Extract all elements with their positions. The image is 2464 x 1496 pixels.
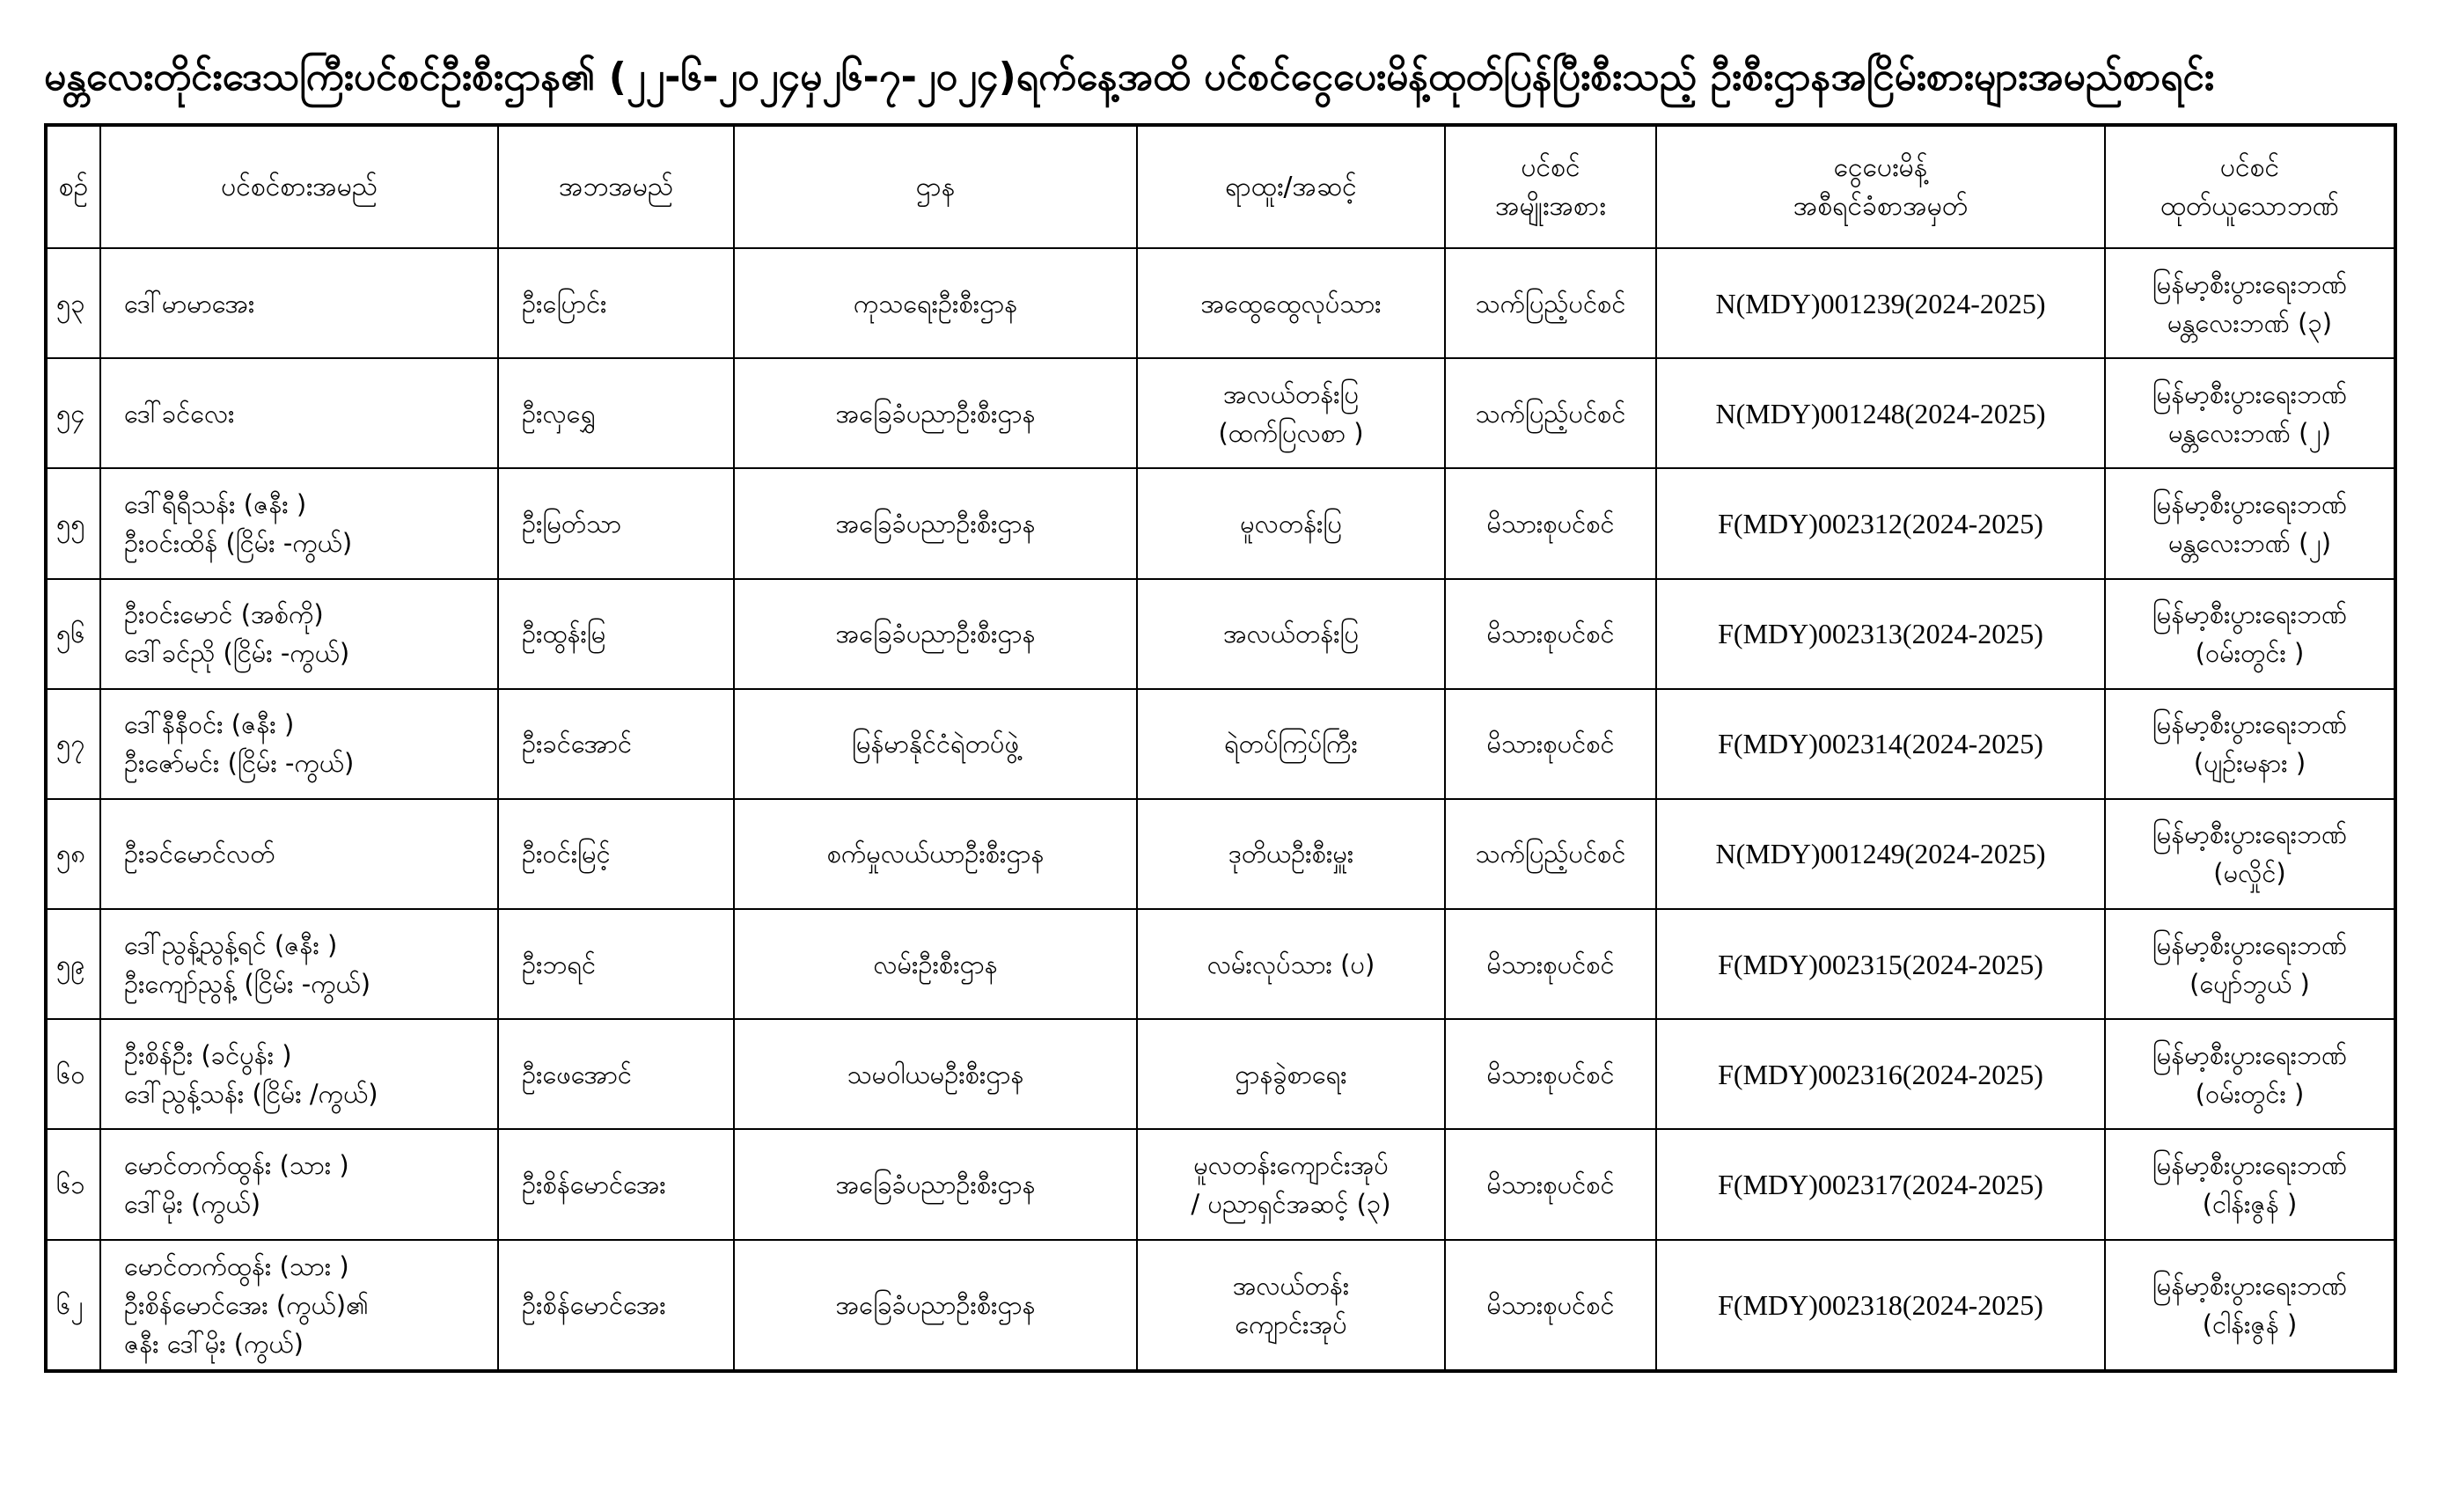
cell-name bbox=[100, 1129, 498, 1239]
cell-license-no: F(MDY)002316(2024-2025) bbox=[1656, 1019, 2105, 1129]
table-row bbox=[46, 1019, 2395, 1129]
cell-bank-line: (ပျော်ဘွယ် ) bbox=[2189, 968, 2310, 999]
table-row bbox=[46, 1129, 2395, 1239]
cell-bank bbox=[2105, 468, 2395, 578]
cell-bank-line: မြန်မာ့စီးပွားရေးဘဏ် bbox=[2152, 488, 2348, 519]
cell-father: ဦးစိန်မောင်အေး bbox=[498, 1129, 734, 1239]
cell-father: ဦးထွန်းမြ bbox=[498, 579, 734, 689]
cell-name-line: ဦးဝင်းထိန် (ငြိမ်း -ကွယ်) bbox=[124, 527, 353, 558]
cell-father: ဦးစိန်မောင်အေး bbox=[498, 1240, 734, 1371]
cell-bank-line: မြန်မာ့စီးပွားရေးဘဏ် bbox=[2152, 819, 2348, 850]
cell-bank-line: (မလှိုင်) bbox=[2213, 858, 2286, 889]
page-title: မန္တလေးတိုင်းဒေသကြီးပင်စင်ဦးစီးဌာန၏ (၂၂-၆-၂၀၂၄မှ၂၆-၇-၂၀၂၄)ရက်နေ့အထိ ပင်စင်ငွေပေးမိန့်ထုတ်ပြန်ပြီးစီးသည့် ဦးစီးဌာနအငြိမ်းစားများအမည်စာရင်း bbox=[44, 55, 2214, 99]
cell-rank bbox=[1137, 1129, 1445, 1239]
cell-bank-line: မြန်မာ့စီးပွားရေးဘဏ် bbox=[2152, 1149, 2348, 1180]
table-row bbox=[46, 468, 2395, 578]
table-row bbox=[46, 689, 2395, 799]
cell-bank bbox=[2105, 1240, 2395, 1371]
cell-department: ကုသရေးဦးစီးဌာန bbox=[734, 248, 1137, 358]
cell-pension-type: မိသားစုပင်စင် bbox=[1445, 1240, 1656, 1371]
cell-rank bbox=[1137, 799, 1445, 909]
cell-bank bbox=[2105, 799, 2395, 909]
cell-father: ဦးဝင်းမြင့် bbox=[498, 799, 734, 909]
cell-no: ၅၃ bbox=[46, 248, 100, 358]
cell-bank-line: (ငါန်းဇွန် ) bbox=[2202, 1309, 2298, 1339]
cell-department: မြန်မာနိုင်ငံရဲတပ်ဖွဲ့ bbox=[734, 689, 1137, 799]
cell-rank bbox=[1137, 579, 1445, 689]
cell-bank-line: မြန်မာ့စီးပွားရေးဘဏ် bbox=[2152, 709, 2348, 740]
cell-rank-line: (ထက်ပြလစာ ) bbox=[1218, 417, 1364, 448]
cell-bank-line: မြန်မာ့စီးပွားရေးဘဏ် bbox=[2152, 268, 2348, 299]
cell-name-line: မောင်တက်ထွန်း (သား ) bbox=[124, 1250, 349, 1281]
header-office: ပင်စင် ထုတ်ယူသောဘဏ် bbox=[2105, 125, 2395, 248]
cell-rank bbox=[1137, 1019, 1445, 1129]
cell-name-line: ဒေါ်ရီရီသန်း (ဇနီး ) bbox=[124, 488, 307, 519]
cell-no: ၆၁ bbox=[46, 1129, 100, 1239]
cell-name-line: ဦးခင်မောင်လတ် bbox=[124, 839, 275, 869]
cell-rank bbox=[1137, 248, 1445, 358]
cell-bank bbox=[2105, 1129, 2395, 1239]
cell-name-line: ဒေါ်ညွန့်ညွန့်ရင် (ဇနီး ) bbox=[124, 929, 338, 960]
cell-name bbox=[100, 1240, 498, 1371]
cell-department: သမဝါယမဦးစီးဌာန bbox=[734, 1019, 1137, 1129]
cell-rank-line: ကျောင်းအုပ် bbox=[1235, 1309, 1347, 1339]
table-body bbox=[46, 248, 2395, 1371]
cell-pension-type: မိသားစုပင်စင် bbox=[1445, 1019, 1656, 1129]
cell-license-no: F(MDY)002318(2024-2025) bbox=[1656, 1240, 2105, 1371]
cell-bank-line: (ဝမ်းတွင်း ) bbox=[2195, 1078, 2305, 1109]
cell-rank-line: မူလတန်းကျောင်းအုပ် bbox=[1193, 1149, 1389, 1180]
cell-no: ၅၄ bbox=[46, 358, 100, 468]
cell-father: ဦးမြတ်သာ bbox=[498, 468, 734, 578]
cell-rank-line: ဌာနခွဲစာရေး bbox=[1235, 1059, 1347, 1089]
table-row bbox=[46, 579, 2395, 689]
cell-no: ၅၉ bbox=[46, 909, 100, 1019]
cell-no: ၅၈ bbox=[46, 799, 100, 909]
cell-name bbox=[100, 358, 498, 468]
cell-name-line: ဒေါ်မိုး (ကွယ်) bbox=[124, 1188, 261, 1219]
cell-rank-line: ရဲတပ်ကြပ်ကြီး bbox=[1224, 729, 1358, 759]
cell-license-no: F(MDY)002312(2024-2025) bbox=[1656, 468, 2105, 578]
cell-pension-type: မိသားစုပင်စင် bbox=[1445, 579, 1656, 689]
cell-name-line: ဦးစိန်ဦး (ခင်ပွန်း ) bbox=[124, 1039, 292, 1070]
table-row bbox=[46, 248, 2395, 358]
cell-name-line: ဦးဇော်မင်း (ငြိမ်း -ကွယ်) bbox=[124, 748, 355, 779]
pension-table bbox=[44, 123, 2397, 1373]
cell-bank-line: မြန်မာ့စီးပွားရေးဘဏ် bbox=[2152, 599, 2348, 630]
cell-name bbox=[100, 579, 498, 689]
cell-pension-type: မိသားစုပင်စင် bbox=[1445, 468, 1656, 578]
cell-no: ၆၀ bbox=[46, 1019, 100, 1129]
cell-no: ၆၂ bbox=[46, 1240, 100, 1371]
cell-bank-line: မန္တလေးဘဏ် (၂) bbox=[2167, 527, 2332, 558]
cell-rank-line: အလယ်တန်းပြ bbox=[1223, 378, 1359, 409]
cell-name-line: ဒေါ်ခင်ညို (ငြိမ်း -ကွယ်) bbox=[124, 638, 350, 669]
cell-bank-line: မြန်မာ့စီးပွားရေးဘဏ် bbox=[2152, 378, 2348, 409]
cell-bank-line: (ပျဉ်းမနား ) bbox=[2193, 748, 2306, 779]
cell-no: ၅၅ bbox=[46, 468, 100, 578]
cell-name-line: ဦးဝင်းမောင် (အစ်ကို) bbox=[124, 599, 324, 630]
cell-bank bbox=[2105, 689, 2395, 799]
cell-pension-type: သက်ပြည့်ပင်စင် bbox=[1445, 248, 1656, 358]
cell-name bbox=[100, 248, 498, 358]
cell-bank bbox=[2105, 579, 2395, 689]
cell-department: စက်မှုလယ်ယာဦးစီးဌာန bbox=[734, 799, 1137, 909]
cell-bank-line: မြန်မာ့စီးပွားရေးဘဏ် bbox=[2152, 1039, 2348, 1070]
cell-rank-line: အလယ်တန်းပြ bbox=[1223, 619, 1359, 649]
cell-license-no: F(MDY)002317(2024-2025) bbox=[1656, 1129, 2105, 1239]
cell-name-line: ဒေါ်မာမာအေး bbox=[124, 288, 255, 319]
cell-pension-type: သက်ပြည့်ပင်စင် bbox=[1445, 799, 1656, 909]
cell-name bbox=[100, 909, 498, 1019]
cell-rank bbox=[1137, 1240, 1445, 1371]
cell-department: အခြေခံပညာဦးစီးဌာန bbox=[734, 1240, 1137, 1371]
cell-name-line: ဒေါ်ခင်လေး bbox=[124, 398, 235, 429]
cell-bank bbox=[2105, 1019, 2395, 1129]
cell-rank-line: အထွေထွေလုပ်သား bbox=[1200, 288, 1382, 319]
cell-rank-line: အလယ်တန်း bbox=[1232, 1270, 1350, 1301]
pension-table-container bbox=[44, 123, 2394, 1373]
header-pension-type: ပင်စင် အမျိုးအစား bbox=[1445, 125, 1656, 248]
cell-bank-line: မြန်မာ့စီးပွားရေးဘဏ် bbox=[2152, 1270, 2348, 1301]
cell-name bbox=[100, 689, 498, 799]
cell-name bbox=[100, 1019, 498, 1129]
cell-department: အခြေခံပညာဦးစီးဌာန bbox=[734, 1129, 1137, 1239]
cell-department: အခြေခံပညာဦးစီးဌာန bbox=[734, 358, 1137, 468]
table-header-row bbox=[46, 125, 2395, 248]
cell-name-line: ဇနီး ဒေါ်မိုး (ကွယ်) bbox=[124, 1328, 304, 1359]
cell-name-line: မောင်တက်ထွန်း (သား ) bbox=[124, 1149, 349, 1180]
cell-no: ၅၆ bbox=[46, 579, 100, 689]
table-row bbox=[46, 1240, 2395, 1371]
cell-bank-line: မြန်မာ့စီးပွားရေးဘဏ် bbox=[2152, 929, 2348, 960]
cell-license-no: N(MDY)001239(2024-2025) bbox=[1656, 248, 2105, 358]
header-no: စဉ် bbox=[46, 125, 100, 248]
table-row bbox=[46, 799, 2395, 909]
cell-rank bbox=[1137, 358, 1445, 468]
cell-name-line: ဦးစိန်မောင်အေး (ကွယ်)၏ bbox=[124, 1289, 369, 1320]
header-rank: ရာထူး/အဆင့် bbox=[1137, 125, 1445, 248]
cell-name-line: ဒေါ်ညွန့်သန်း (ငြိမ်း /ကွယ်) bbox=[124, 1078, 378, 1109]
cell-pension-type: မိသားစုပင်စင် bbox=[1445, 689, 1656, 799]
cell-bank bbox=[2105, 248, 2395, 358]
table-row bbox=[46, 909, 2395, 1019]
cell-father: ဦးဘရင် bbox=[498, 909, 734, 1019]
cell-name bbox=[100, 468, 498, 578]
cell-pension-type: မိသားစုပင်စင် bbox=[1445, 909, 1656, 1019]
cell-department: အခြေခံပညာဦးစီးဌာန bbox=[734, 468, 1137, 578]
cell-father: ဦးလှရွှေ bbox=[498, 358, 734, 468]
cell-bank bbox=[2105, 909, 2395, 1019]
cell-rank-line: / ပညာရှင်အဆင့် (၃) bbox=[1191, 1188, 1391, 1219]
cell-rank-line: လမ်းလုပ်သား (ပ) bbox=[1206, 949, 1375, 979]
cell-bank-line: မန္တလေးဘဏ် (၂) bbox=[2167, 417, 2332, 448]
cell-department: အခြေခံပညာဦးစီးဌာန bbox=[734, 579, 1137, 689]
header-department: ဌာန bbox=[734, 125, 1137, 248]
cell-bank-line: (ဝမ်းတွင်း ) bbox=[2195, 638, 2305, 669]
cell-bank-line: မန္တလေးဘဏ် (၃) bbox=[2167, 307, 2333, 338]
cell-rank-line: ဒုတိယဦးစီးမှူး bbox=[1228, 839, 1354, 869]
cell-rank-line: မူလတန်းပြ bbox=[1240, 508, 1342, 539]
cell-rank bbox=[1137, 689, 1445, 799]
cell-no: ၅၇ bbox=[46, 689, 100, 799]
cell-name bbox=[100, 799, 498, 909]
cell-department: လမ်းဦးစီးဌာန bbox=[734, 909, 1137, 1019]
cell-father: ဦးပြောင်း bbox=[498, 248, 734, 358]
cell-pension-type: သက်ပြည့်ပင်စင် bbox=[1445, 358, 1656, 468]
table-row bbox=[46, 358, 2395, 468]
cell-bank-line: (ငါန်းဇွန် ) bbox=[2202, 1188, 2298, 1219]
cell-rank bbox=[1137, 468, 1445, 578]
cell-license-no: N(MDY)001248(2024-2025) bbox=[1656, 358, 2105, 468]
cell-license-no: F(MDY)002315(2024-2025) bbox=[1656, 909, 2105, 1019]
cell-name-line: ဒေါ်နီနီဝင်း (ဇနီး ) bbox=[124, 709, 295, 740]
cell-father: ဦးဖေအောင် bbox=[498, 1019, 734, 1129]
cell-pension-type: မိသားစုပင်စင် bbox=[1445, 1129, 1656, 1239]
header-father: အဘအမည် bbox=[498, 125, 734, 248]
header-name: ပင်စင်စားအမည် bbox=[100, 125, 498, 248]
cell-bank bbox=[2105, 358, 2395, 468]
header-license: ငွေပေးမိန့် အစီရင်ခံစာအမှတ် bbox=[1656, 125, 2105, 248]
cell-license-no: F(MDY)002314(2024-2025) bbox=[1656, 689, 2105, 799]
cell-license-no: N(MDY)001249(2024-2025) bbox=[1656, 799, 2105, 909]
cell-name-line: ဦးကျော်ညွန့် (ငြိမ်း -ကွယ်) bbox=[124, 968, 371, 999]
cell-license-no: F(MDY)002313(2024-2025) bbox=[1656, 579, 2105, 689]
cell-rank bbox=[1137, 909, 1445, 1019]
cell-father: ဦးခင်အောင် bbox=[498, 689, 734, 799]
